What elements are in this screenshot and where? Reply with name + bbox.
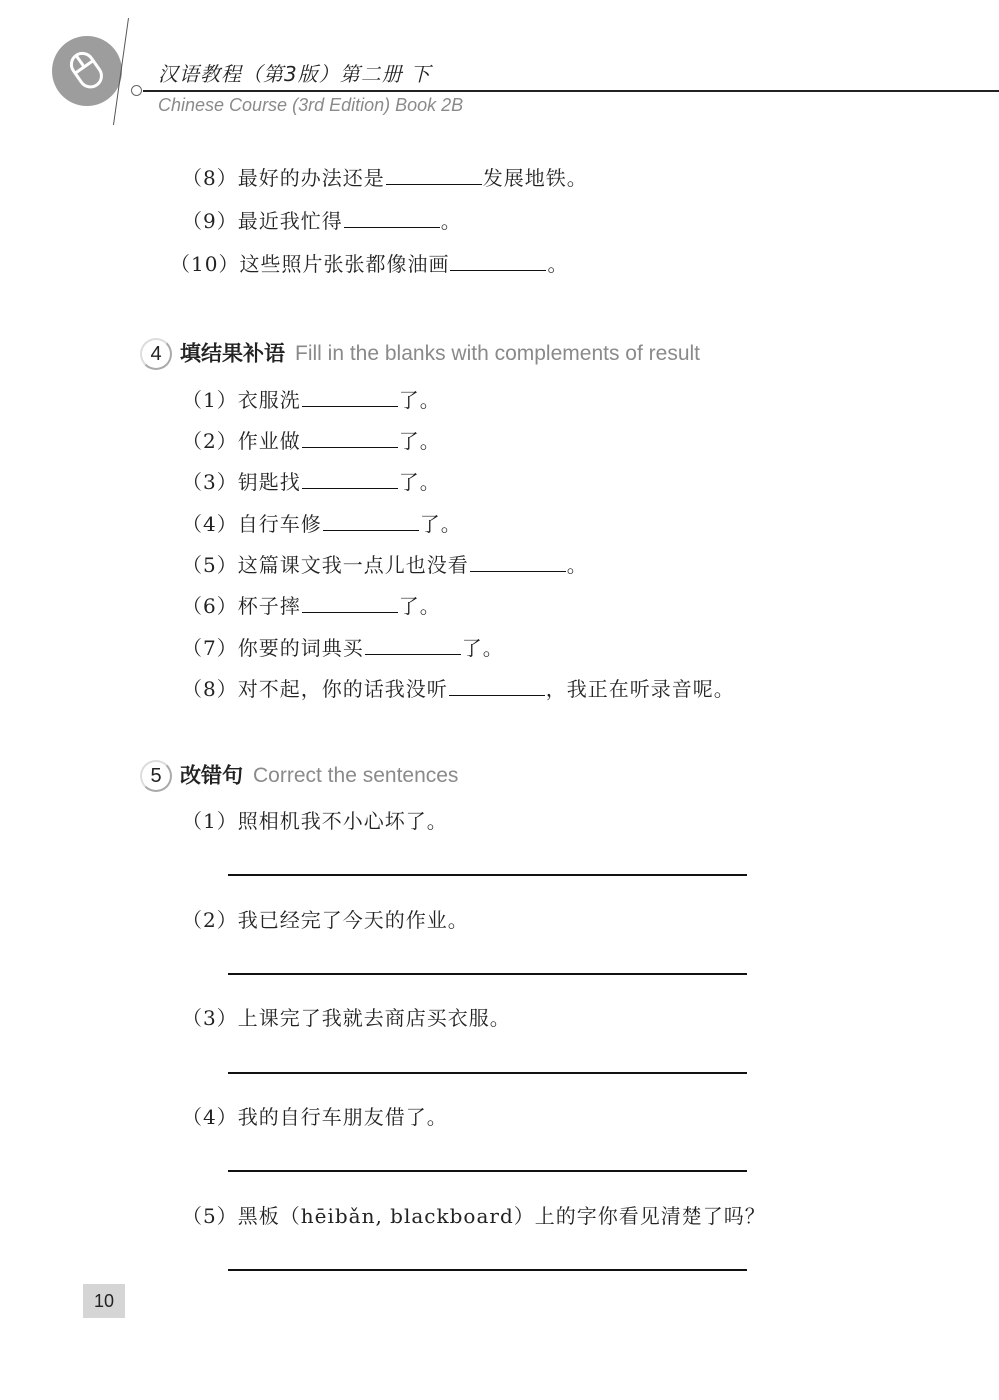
- exercise-item: [182, 1005, 511, 1031]
- exercise-item: [182, 808, 448, 834]
- item-number: （9）: [182, 209, 238, 233]
- item-number: （1）: [182, 388, 238, 412]
- fill-blank[interactable]: [302, 386, 398, 407]
- header-knob: [131, 85, 142, 96]
- item-text-before: 最好的办法还是: [237, 166, 385, 190]
- fill-blank[interactable]: [323, 510, 419, 531]
- fill-blank[interactable]: [344, 207, 440, 228]
- item-text-after: 了。: [419, 512, 462, 536]
- item-text-after: 。: [566, 553, 588, 577]
- exercise-item: [182, 1203, 766, 1229]
- exercise-item: [182, 634, 504, 661]
- exercise-item: [182, 551, 588, 578]
- item-number: （4）: [182, 1105, 238, 1129]
- answer-line[interactable]: [228, 874, 747, 876]
- fill-blank[interactable]: [302, 468, 398, 489]
- item-text-before: 这些照片张张都像油画: [239, 252, 450, 276]
- section-title-english: Correct the sentences: [253, 763, 459, 787]
- exercise-item: [182, 386, 441, 413]
- book-title-english: Chinese Course (3rd Edition) Book 2B: [158, 95, 464, 115]
- item-number: （3）: [182, 1006, 238, 1030]
- item-text-after: 了。: [398, 594, 441, 618]
- section-number-badge: 4: [140, 338, 172, 370]
- item-number: （8）: [182, 166, 238, 190]
- item-text-before: 衣服洗: [237, 388, 301, 412]
- section-title-chinese: 填结果补语: [180, 341, 285, 366]
- page-number: 10: [83, 1284, 125, 1318]
- item-text-after: ，我正在听录音呢。: [545, 677, 735, 701]
- header-rule: [143, 90, 999, 92]
- header-logo: [52, 36, 122, 106]
- item-number: （3）: [182, 470, 238, 494]
- section-title-chinese: 改错句: [180, 763, 243, 788]
- item-text-before: 对不起，你的话我没听: [237, 677, 448, 701]
- answer-line[interactable]: [228, 1072, 747, 1074]
- fill-blank[interactable]: [386, 164, 482, 185]
- item-text-after: 了。: [398, 388, 441, 412]
- exercise-item: [182, 468, 441, 495]
- item-number: （10）: [170, 252, 240, 276]
- item-text-before: 你要的词典买: [237, 636, 364, 660]
- fill-blank[interactable]: [449, 675, 545, 696]
- item-text: 黑板（hēibǎn, blackboard）上的字你看见清楚了吗？: [237, 1204, 766, 1228]
- exercise-item: [182, 427, 441, 454]
- exercise-item: [182, 675, 735, 702]
- item-number: （8）: [182, 677, 238, 701]
- exercise-item: [182, 207, 462, 234]
- item-text-after: 发展地铁。: [482, 166, 588, 190]
- item-number: （6）: [182, 594, 238, 618]
- answer-line[interactable]: [228, 973, 747, 975]
- item-number: （7）: [182, 636, 238, 660]
- fill-blank[interactable]: [450, 250, 546, 271]
- section-number-badge: 5: [140, 760, 172, 792]
- item-text: 我的自行车朋友借了。: [237, 1105, 448, 1129]
- item-text-after: 了。: [398, 429, 441, 453]
- item-number: （2）: [182, 908, 238, 932]
- mouse-icon: [52, 36, 122, 106]
- item-text-before: 杯子摔: [237, 594, 301, 618]
- item-text-before: 这篇课文我一点儿也没看: [237, 553, 469, 577]
- exercise-item: [182, 1104, 448, 1130]
- item-number: （2）: [182, 429, 238, 453]
- item-text-after: 。: [440, 209, 462, 233]
- item-number: （5）: [182, 553, 238, 577]
- section-title-english: Fill in the blanks with complements of result: [295, 341, 700, 365]
- item-text: 我已经完了今天的作业。: [237, 908, 469, 932]
- item-number: （4）: [182, 512, 238, 536]
- item-number: （1）: [182, 809, 238, 833]
- item-text-before: 作业做: [237, 429, 301, 453]
- item-number: （5）: [182, 1204, 238, 1228]
- item-text-before: 自行车修: [237, 512, 322, 536]
- item-text: 照相机我不小心坏了。: [237, 809, 448, 833]
- section-5-heading: [140, 759, 458, 792]
- exercise-item: [170, 250, 568, 277]
- exercise-item: [182, 510, 462, 537]
- exercise-item: [182, 907, 469, 933]
- item-text: 上课完了我就去商店买衣服。: [237, 1006, 511, 1030]
- fill-blank[interactable]: [302, 427, 398, 448]
- book-title-chinese: 汉语教程（第3版）第二册 下: [158, 62, 432, 86]
- item-text-after: 了。: [461, 636, 504, 660]
- item-text-after: 。: [547, 252, 569, 276]
- item-text-before: 钥匙找: [237, 470, 301, 494]
- fill-blank[interactable]: [302, 592, 398, 613]
- exercise-item: [182, 164, 588, 191]
- answer-line[interactable]: [228, 1269, 747, 1271]
- item-text-after: 了。: [398, 470, 441, 494]
- exercise-item: [182, 592, 441, 619]
- fill-blank[interactable]: [470, 551, 566, 572]
- answer-line[interactable]: [228, 1170, 747, 1172]
- item-text-before: 最近我忙得: [237, 209, 343, 233]
- section-4-heading: [140, 337, 700, 370]
- fill-blank[interactable]: [365, 634, 461, 655]
